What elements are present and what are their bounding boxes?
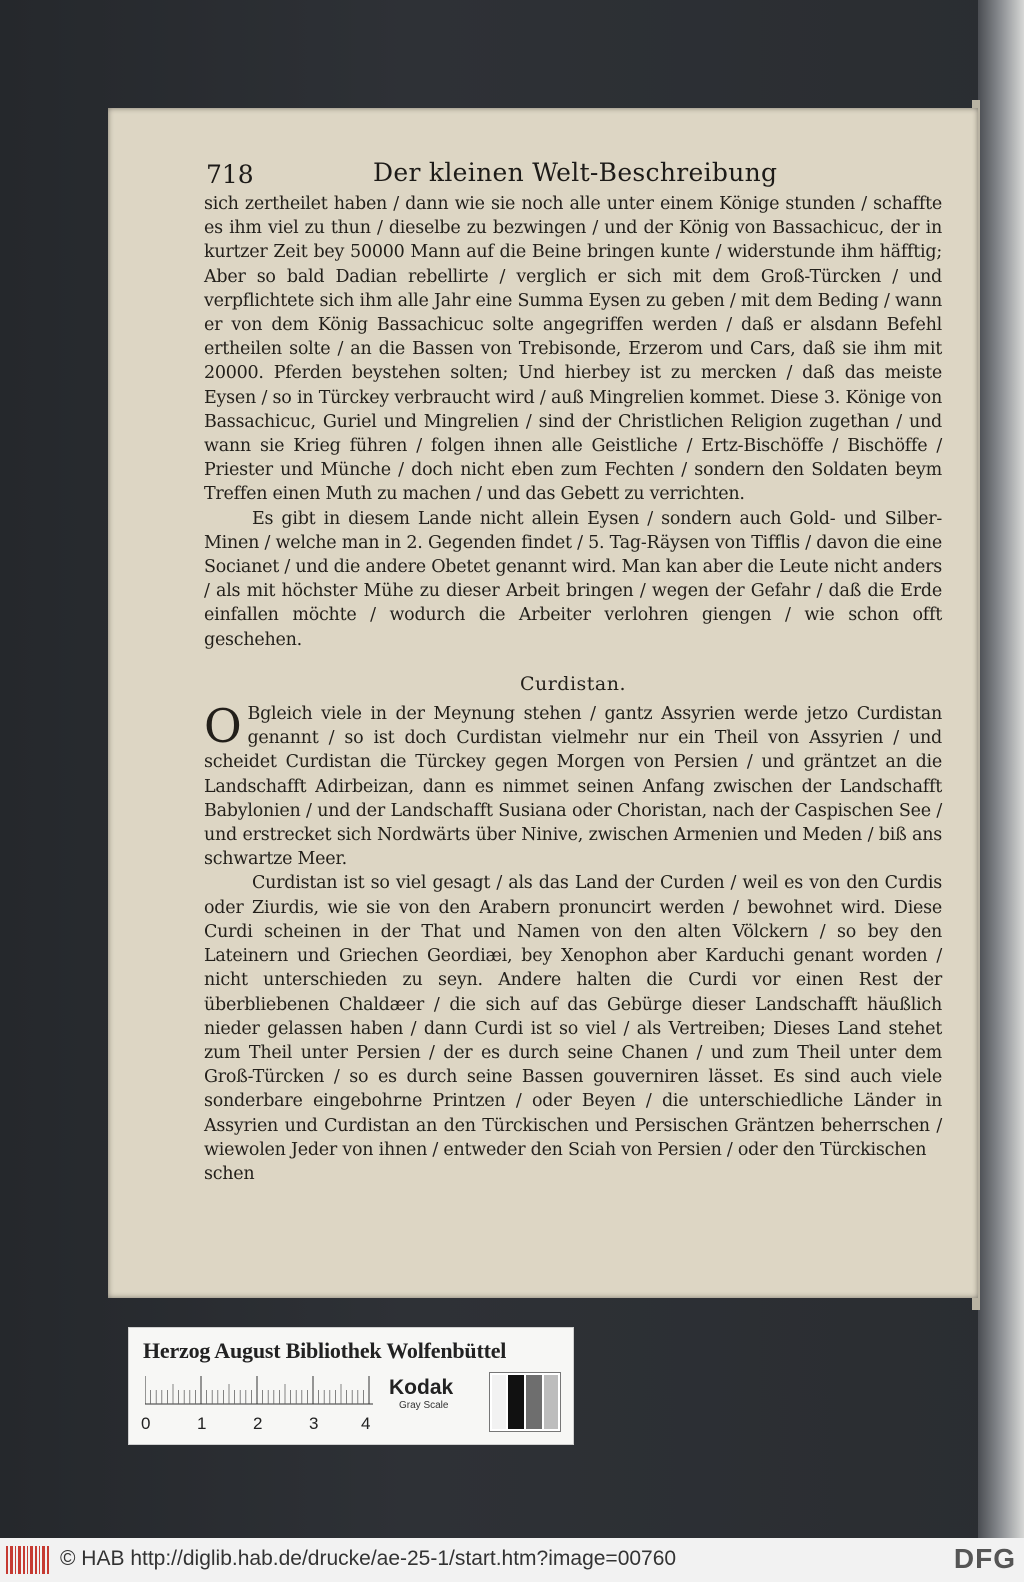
paragraph-curdistan-intro [204, 699, 942, 871]
running-title: Der kleinen Welt-Beschreibung [373, 158, 778, 187]
barcode-icon [6, 1546, 50, 1574]
scale-ruler [145, 1376, 373, 1406]
paragraph-curdistan-people: Curdistan ist so viel gesagt / als das Land der Curden / weil es von den Curdis oder Ziurdis, wie sie von den Arabern pronuncirt werden / bewohnet wird. Diese Curdi scheinen in der That und Namen von den alten Völckern / so bey den Lateinern und Griechen Geordiæi, bey Xenophon aber Karduchi genant worden / nicht unterschieden zu seyn. Andere halten die Curdi vor einen Rest der überbliebenen Chaldæer / die sich auf das Gebürge dieser Landschafft häußlich nieder gelassen haben / dann Curdi ist so viel / als Vertreiben; Dieses Land stehet zum Theil unter Persien / der es durch seine Chanen / und zum Theil unter dem Groß-Türcken / so es durch seine Bassen gouverniren lässet. Es sind auch viele sonderbare eingebohrne Printzen / oder Beyen / die unterschiedliche Länder in Assyrien und Curdistan an den Türckischen und Persischen Gräntzen beherrschen / wiewolen Jeder von ihnen / entweder den Sciah von Persien / oder den Türckischen [204, 873, 942, 1160]
scale-label: 3 [309, 1414, 319, 1433]
dfg-logo: DFG [953, 1543, 1016, 1574]
catchword: schen [204, 1163, 255, 1184]
gray-patches [489, 1372, 561, 1432]
footer-bar [0, 1538, 1024, 1582]
scale-label: 2 [253, 1414, 263, 1433]
gray-scale-label: Gray Scale [399, 1400, 449, 1411]
scan-right-edge [978, 0, 1024, 1538]
source-url[interactable]: © HAB http://diglib.hab.de/drucke/ae-25-1/start.htm?image=00760 [60, 1547, 677, 1570]
page-number: 718 [206, 160, 254, 189]
paragraph-curdistan-intro-text: Bgleich viele in der Meynung stehen / gantz Assyrien werde jetzo Curdistan genannt / so ist doch Curdistan vielmehr nur ein Theil von Assyrien / und scheidet Curdistan die Türckey gegen Morgen von Persien / und gräntzet an die Landschafft Adirbeizan, dann es nimmet seinen Anfang zwischen der Landschafft Babylonien / und der Landschafft Susiana oder Choristan, nach der Caspischen See / und erstrecket sich Nordwärts über Ninive, zwischen Armenien und Meden / biß ans schwartze Meer. [204, 704, 942, 870]
scale-label: 0 [141, 1414, 151, 1433]
paragraph-continued: sich zertheilet haben / dann wie sie noch alle unter einem Könige stunden / schaffte es ihm viel zu thun / dieselbe zu bezwingen / und der König von Bassachicuc, der in kurtzer Zeit bey 50000 Mann auf die Beine bringen kunte / widerstunde ihm häfftig; Aber so bald Dadian rebellirte / verglich er sich mit dem Groß-Türcken / und verpflichtete sich ihm alle Jahr eine Summa Eysen zu geben / mit dem Beding / wann er von dem König Bassachicuc solte angegriffen werden / daß er alsdann Befehl ertheilen solte / an die Bassen von Trebisonde, Erzerom und Cars, daß sie ihm mit 20000. Pferden beystehen solten; Und hierbey ist zu mercken / daß das meiste Eysen / so in Türckey verbraucht wird / auß Mingrelien kommet. Diese 3. Könige von Bassachicuc, Guriel und Mingrelien / sind der Christlichen Religion zugethan / und wann sie Krieg führen / folgen ihnen alle Geistliche / Ertz-Bischöffe / Bischöffe / Priester und Münche / doch nicht eben zum Fechten / sondern den Soldaten beym Treffen einen Muth zu machen / und das Gebett zu verrichten. [204, 194, 942, 505]
paragraph-mines: Es gibt in diesem Lande nicht allein Eysen / sondern auch Gold- und Silber-Minen / welche man in 2. Gegenden findet / 5. Tag-Räysen von Tifflis / davon die eine Socianet / und die andere Obetet genannt wird. Man kan aber die Leute nicht anders / als mit höchster Mühe zu dieser Arbeit bringen / wegen der Gefahr / daß die Erde einfallen möchte / wodurch die Arbeiter verlohren giengen / wie schon offt geschehen. [204, 508, 942, 650]
color-reference-card [128, 1327, 574, 1445]
body-text [204, 192, 942, 1186]
kodak-logo: Kodak [389, 1376, 454, 1399]
section-heading: Curdistan. [519, 672, 627, 695]
library-name: Herzog August Bibliothek Wolfenbüttel [143, 1338, 507, 1363]
scale-label: 1 [197, 1414, 207, 1433]
book-page [108, 108, 978, 1298]
running-head [206, 160, 966, 196]
dropcap-letter: O [204, 699, 242, 754]
scale-label: 4 [361, 1414, 371, 1433]
